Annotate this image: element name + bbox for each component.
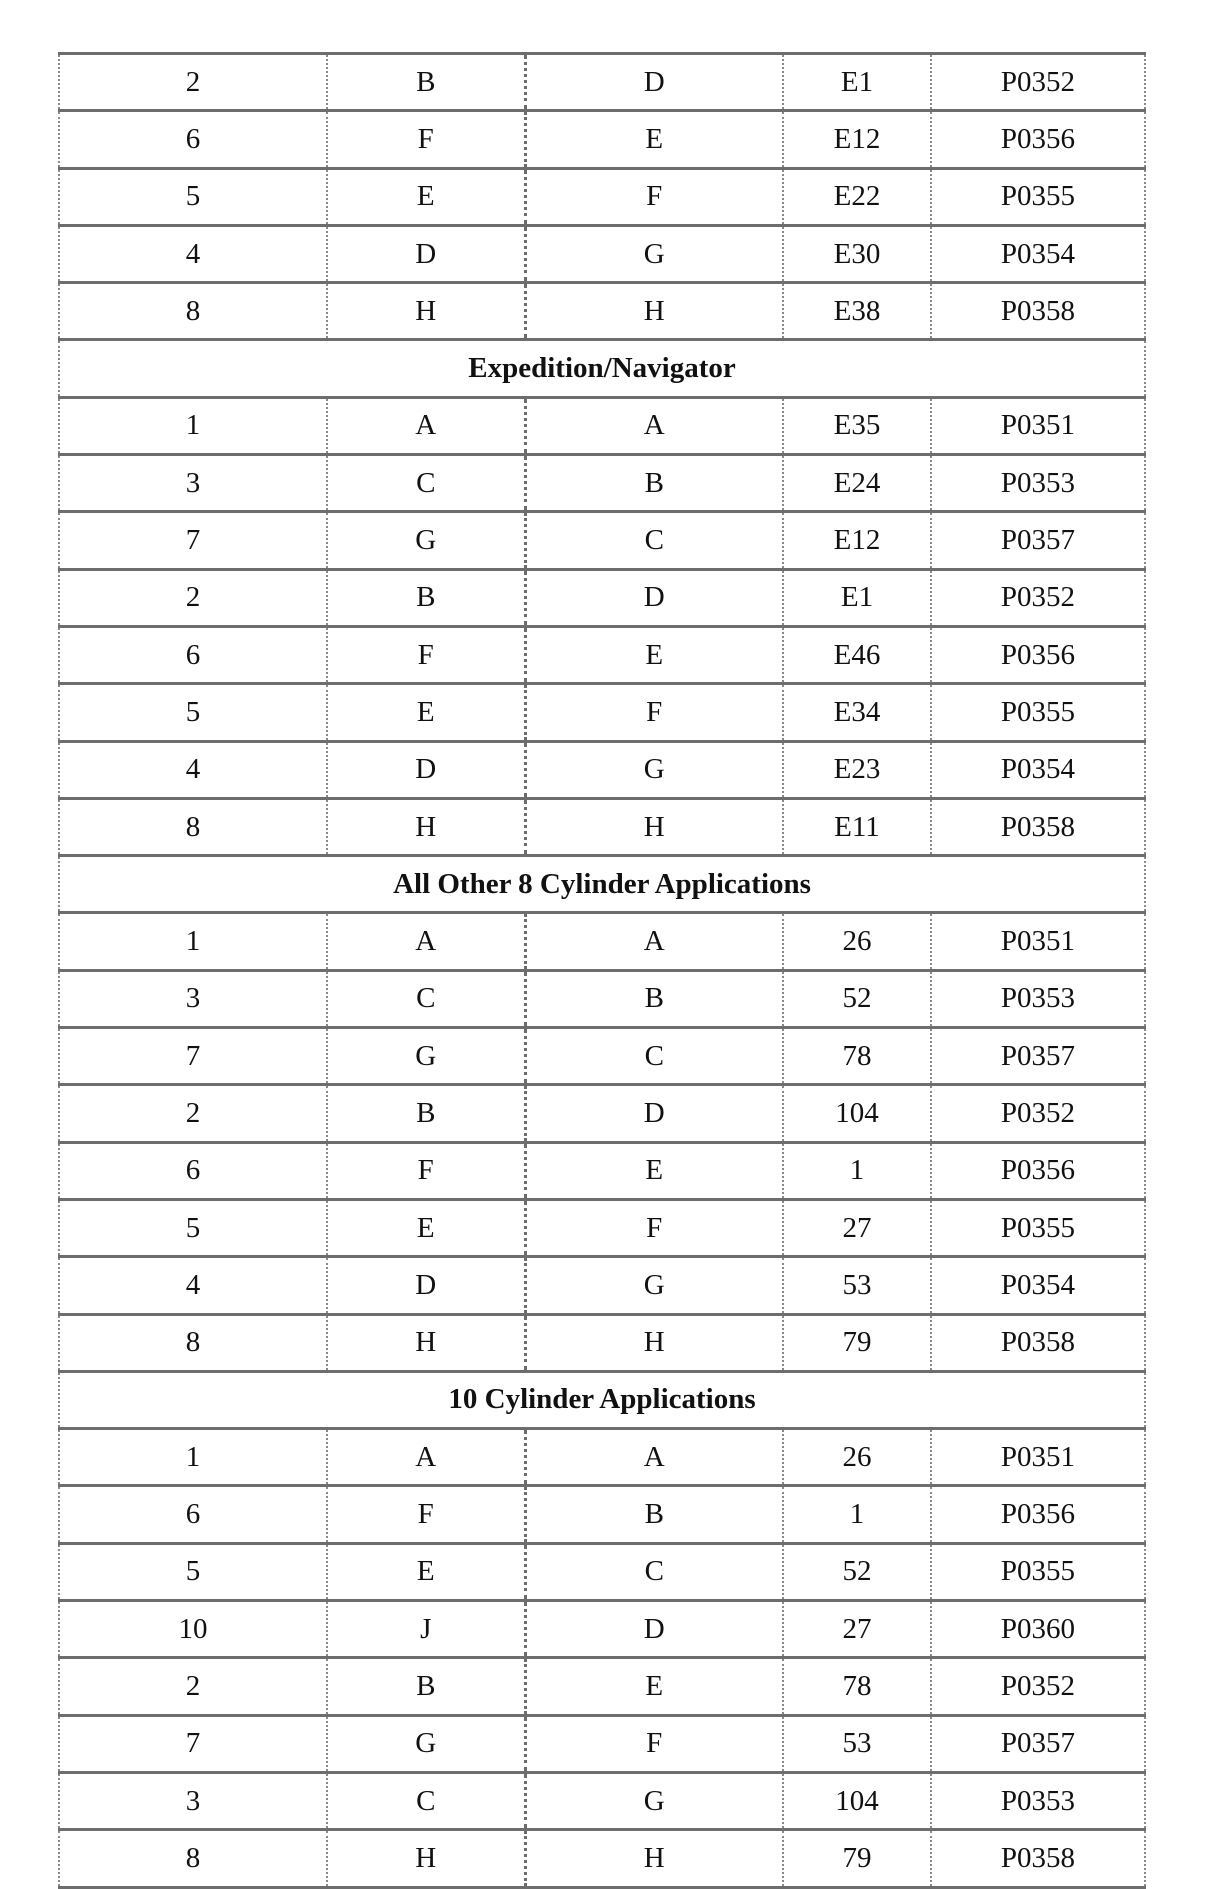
cell-firing-position: F: [525, 1199, 783, 1256]
cell-coil-letter: G: [327, 1715, 525, 1772]
section-header-row: [59, 1371, 1145, 1428]
cell-coil-letter: A: [327, 1429, 525, 1486]
cell-coil-letter: E: [327, 1199, 525, 1256]
cell-cylinder-number: 6: [59, 1142, 327, 1199]
cell-firing-position: G: [525, 1772, 783, 1829]
cell-pin-code: 52: [783, 1543, 931, 1600]
cell-dtc-code: P0357: [931, 1715, 1145, 1772]
cell-coil-letter: A: [327, 913, 525, 970]
table-row: [59, 741, 1145, 798]
cell-coil-letter: D: [327, 225, 525, 282]
cell-pin-code: 27: [783, 1601, 931, 1658]
cell-cylinder-number: 2: [59, 1658, 327, 1715]
cell-dtc-code: P0352: [931, 1085, 1145, 1142]
cell-pin-code: 1: [783, 1142, 931, 1199]
cell-coil-letter: A: [327, 397, 525, 454]
cell-firing-position: D: [525, 54, 783, 111]
cell-firing-position: B: [525, 455, 783, 512]
cell-pin-code: 26: [783, 1429, 931, 1486]
cell-coil-letter: B: [327, 54, 525, 111]
cell-cylinder-number: 2: [59, 54, 327, 111]
cell-cylinder-number: 8: [59, 283, 327, 340]
table-row: [59, 684, 1145, 741]
cell-firing-position: G: [525, 225, 783, 282]
cell-pin-code: E34: [783, 684, 931, 741]
cell-coil-letter: D: [327, 741, 525, 798]
cell-cylinder-number: 7: [59, 1715, 327, 1772]
cell-cylinder-number: 2: [59, 1085, 327, 1142]
table-row: [59, 1314, 1145, 1371]
cell-firing-position: D: [525, 1601, 783, 1658]
table-row: [59, 1142, 1145, 1199]
cell-firing-position: C: [525, 512, 783, 569]
cell-dtc-code: P0353: [931, 455, 1145, 512]
cell-cylinder-number: 4: [59, 225, 327, 282]
cell-firing-position: B: [525, 970, 783, 1027]
table-row: [59, 455, 1145, 512]
cell-coil-letter: G: [327, 512, 525, 569]
cell-pin-code: E22: [783, 168, 931, 225]
cell-dtc-code: P0357: [931, 1028, 1145, 1085]
cell-cylinder-number: 8: [59, 1830, 327, 1887]
cell-dtc-code: P0358: [931, 1314, 1145, 1371]
cell-dtc-code: P0357: [931, 512, 1145, 569]
cell-coil-letter: B: [327, 1085, 525, 1142]
cell-firing-position: D: [525, 1085, 783, 1142]
cell-coil-letter: H: [327, 283, 525, 340]
cell-dtc-code: P0360: [931, 1601, 1145, 1658]
table-row: [59, 798, 1145, 855]
cell-coil-letter: C: [327, 970, 525, 1027]
cell-pin-code: 53: [783, 1257, 931, 1314]
cell-pin-code: 52: [783, 970, 931, 1027]
cell-pin-code: 78: [783, 1658, 931, 1715]
cell-coil-letter: F: [327, 1486, 525, 1543]
cell-dtc-code: P0351: [931, 913, 1145, 970]
cell-dtc-code: P0352: [931, 54, 1145, 111]
cell-dtc-code: P0356: [931, 626, 1145, 683]
cell-coil-letter: B: [327, 569, 525, 626]
table-row: [59, 54, 1145, 111]
cell-pin-code: 79: [783, 1314, 931, 1371]
cell-dtc-code: P0351: [931, 397, 1145, 454]
cell-dtc-code: P0358: [931, 283, 1145, 340]
cell-cylinder-number: 7: [59, 512, 327, 569]
table-row: [59, 512, 1145, 569]
cell-firing-position: G: [525, 1257, 783, 1314]
table-row: [59, 1199, 1145, 1256]
cell-firing-position: C: [525, 1028, 783, 1085]
cell-firing-position: B: [525, 1486, 783, 1543]
cell-dtc-code: P0352: [931, 1658, 1145, 1715]
cell-pin-code: 79: [783, 1830, 931, 1887]
table-row: [59, 1601, 1145, 1658]
cell-dtc-code: P0354: [931, 1257, 1145, 1314]
cell-coil-letter: F: [327, 111, 525, 168]
table-row: [59, 626, 1145, 683]
section-header-row: [59, 340, 1145, 397]
section-title: Expedition/Navigator: [59, 340, 1145, 397]
table-row: [59, 1028, 1145, 1085]
cell-coil-letter: F: [327, 626, 525, 683]
table-row: [59, 397, 1145, 454]
cell-firing-position: E: [525, 1658, 783, 1715]
cell-coil-letter: E: [327, 684, 525, 741]
cell-dtc-code: P0358: [931, 798, 1145, 855]
cell-coil-letter: E: [327, 168, 525, 225]
cell-firing-position: E: [525, 111, 783, 168]
cell-coil-letter: C: [327, 455, 525, 512]
cell-pin-code: E24: [783, 455, 931, 512]
cell-cylinder-number: 3: [59, 1772, 327, 1829]
cell-dtc-code: P0355: [931, 1199, 1145, 1256]
section-title: All Other 8 Cylinder Applications: [59, 856, 1145, 913]
cell-cylinder-number: 10: [59, 1601, 327, 1658]
cell-dtc-code: P0355: [931, 168, 1145, 225]
cell-firing-position: H: [525, 283, 783, 340]
cell-cylinder-number: 7: [59, 1028, 327, 1085]
table-row: [59, 1830, 1145, 1887]
cell-cylinder-number: 8: [59, 1314, 327, 1371]
cell-coil-letter: B: [327, 1658, 525, 1715]
cell-coil-letter: H: [327, 1830, 525, 1887]
cell-pin-code: 26: [783, 913, 931, 970]
cell-firing-position: F: [525, 1715, 783, 1772]
section-header-row: [59, 856, 1145, 913]
cell-dtc-code: P0354: [931, 225, 1145, 282]
cell-coil-letter: H: [327, 1314, 525, 1371]
cell-cylinder-number: 4: [59, 741, 327, 798]
table-row: [59, 168, 1145, 225]
cell-pin-code: E23: [783, 741, 931, 798]
cell-pin-code: E1: [783, 569, 931, 626]
cell-cylinder-number: 8: [59, 798, 327, 855]
cell-pin-code: 27: [783, 1199, 931, 1256]
cell-pin-code: E35: [783, 397, 931, 454]
cell-cylinder-number: 6: [59, 1486, 327, 1543]
cell-pin-code: E1: [783, 54, 931, 111]
cell-coil-letter: J: [327, 1601, 525, 1658]
cell-cylinder-number: 6: [59, 111, 327, 168]
table-row: [59, 1715, 1145, 1772]
firing-order-table: [58, 52, 1146, 1889]
cell-pin-code: E38: [783, 283, 931, 340]
cell-pin-code: E12: [783, 111, 931, 168]
cell-pin-code: 78: [783, 1028, 931, 1085]
cell-firing-position: A: [525, 1429, 783, 1486]
table-row: [59, 1085, 1145, 1142]
cell-dtc-code: P0358: [931, 1830, 1145, 1887]
cell-pin-code: 104: [783, 1772, 931, 1829]
cell-dtc-code: P0356: [931, 111, 1145, 168]
cell-pin-code: E46: [783, 626, 931, 683]
cell-coil-letter: C: [327, 1772, 525, 1829]
cell-firing-position: F: [525, 168, 783, 225]
cell-dtc-code: P0351: [931, 1429, 1145, 1486]
cell-pin-code: 104: [783, 1085, 931, 1142]
cell-cylinder-number: 6: [59, 626, 327, 683]
section-title: 10 Cylinder Applications: [59, 1371, 1145, 1428]
table-row: [59, 970, 1145, 1027]
cell-coil-letter: G: [327, 1028, 525, 1085]
cell-cylinder-number: 4: [59, 1257, 327, 1314]
cell-cylinder-number: 5: [59, 1199, 327, 1256]
cell-pin-code: E30: [783, 225, 931, 282]
cell-pin-code: 53: [783, 1715, 931, 1772]
cell-firing-position: E: [525, 626, 783, 683]
cell-firing-position: C: [525, 1543, 783, 1600]
table-body: [59, 54, 1145, 1888]
table-row: [59, 1486, 1145, 1543]
cell-firing-position: E: [525, 1142, 783, 1199]
cell-pin-code: E12: [783, 512, 931, 569]
cell-dtc-code: P0353: [931, 1772, 1145, 1829]
table-row: [59, 1257, 1145, 1314]
table-row: [59, 225, 1145, 282]
cell-cylinder-number: 2: [59, 569, 327, 626]
table-row: [59, 569, 1145, 626]
cell-dtc-code: P0352: [931, 569, 1145, 626]
cell-dtc-code: P0356: [931, 1486, 1145, 1543]
cell-coil-letter: H: [327, 798, 525, 855]
cell-firing-position: F: [525, 684, 783, 741]
cell-firing-position: H: [525, 1830, 783, 1887]
table-row: [59, 1543, 1145, 1600]
cell-dtc-code: P0356: [931, 1142, 1145, 1199]
cell-firing-position: G: [525, 741, 783, 798]
cell-dtc-code: P0355: [931, 1543, 1145, 1600]
cell-cylinder-number: 3: [59, 455, 327, 512]
cell-firing-position: H: [525, 798, 783, 855]
cell-dtc-code: P0355: [931, 684, 1145, 741]
cell-coil-letter: D: [327, 1257, 525, 1314]
table-row: [59, 283, 1145, 340]
cell-coil-letter: F: [327, 1142, 525, 1199]
cell-cylinder-number: 5: [59, 684, 327, 741]
table-row: [59, 1429, 1145, 1486]
cell-firing-position: D: [525, 569, 783, 626]
cell-cylinder-number: 1: [59, 1429, 327, 1486]
cell-cylinder-number: 1: [59, 397, 327, 454]
cell-pin-code: E11: [783, 798, 931, 855]
cell-firing-position: H: [525, 1314, 783, 1371]
cell-dtc-code: P0354: [931, 741, 1145, 798]
table-row: [59, 913, 1145, 970]
table-row: [59, 111, 1145, 168]
cell-cylinder-number: 1: [59, 913, 327, 970]
cell-cylinder-number: 5: [59, 1543, 327, 1600]
cell-dtc-code: P0353: [931, 970, 1145, 1027]
cell-pin-code: 1: [783, 1486, 931, 1543]
table-row: [59, 1772, 1145, 1829]
cell-coil-letter: E: [327, 1543, 525, 1600]
cell-cylinder-number: 3: [59, 970, 327, 1027]
cell-firing-position: A: [525, 913, 783, 970]
cell-firing-position: A: [525, 397, 783, 454]
table-row: [59, 1658, 1145, 1715]
cell-cylinder-number: 5: [59, 168, 327, 225]
